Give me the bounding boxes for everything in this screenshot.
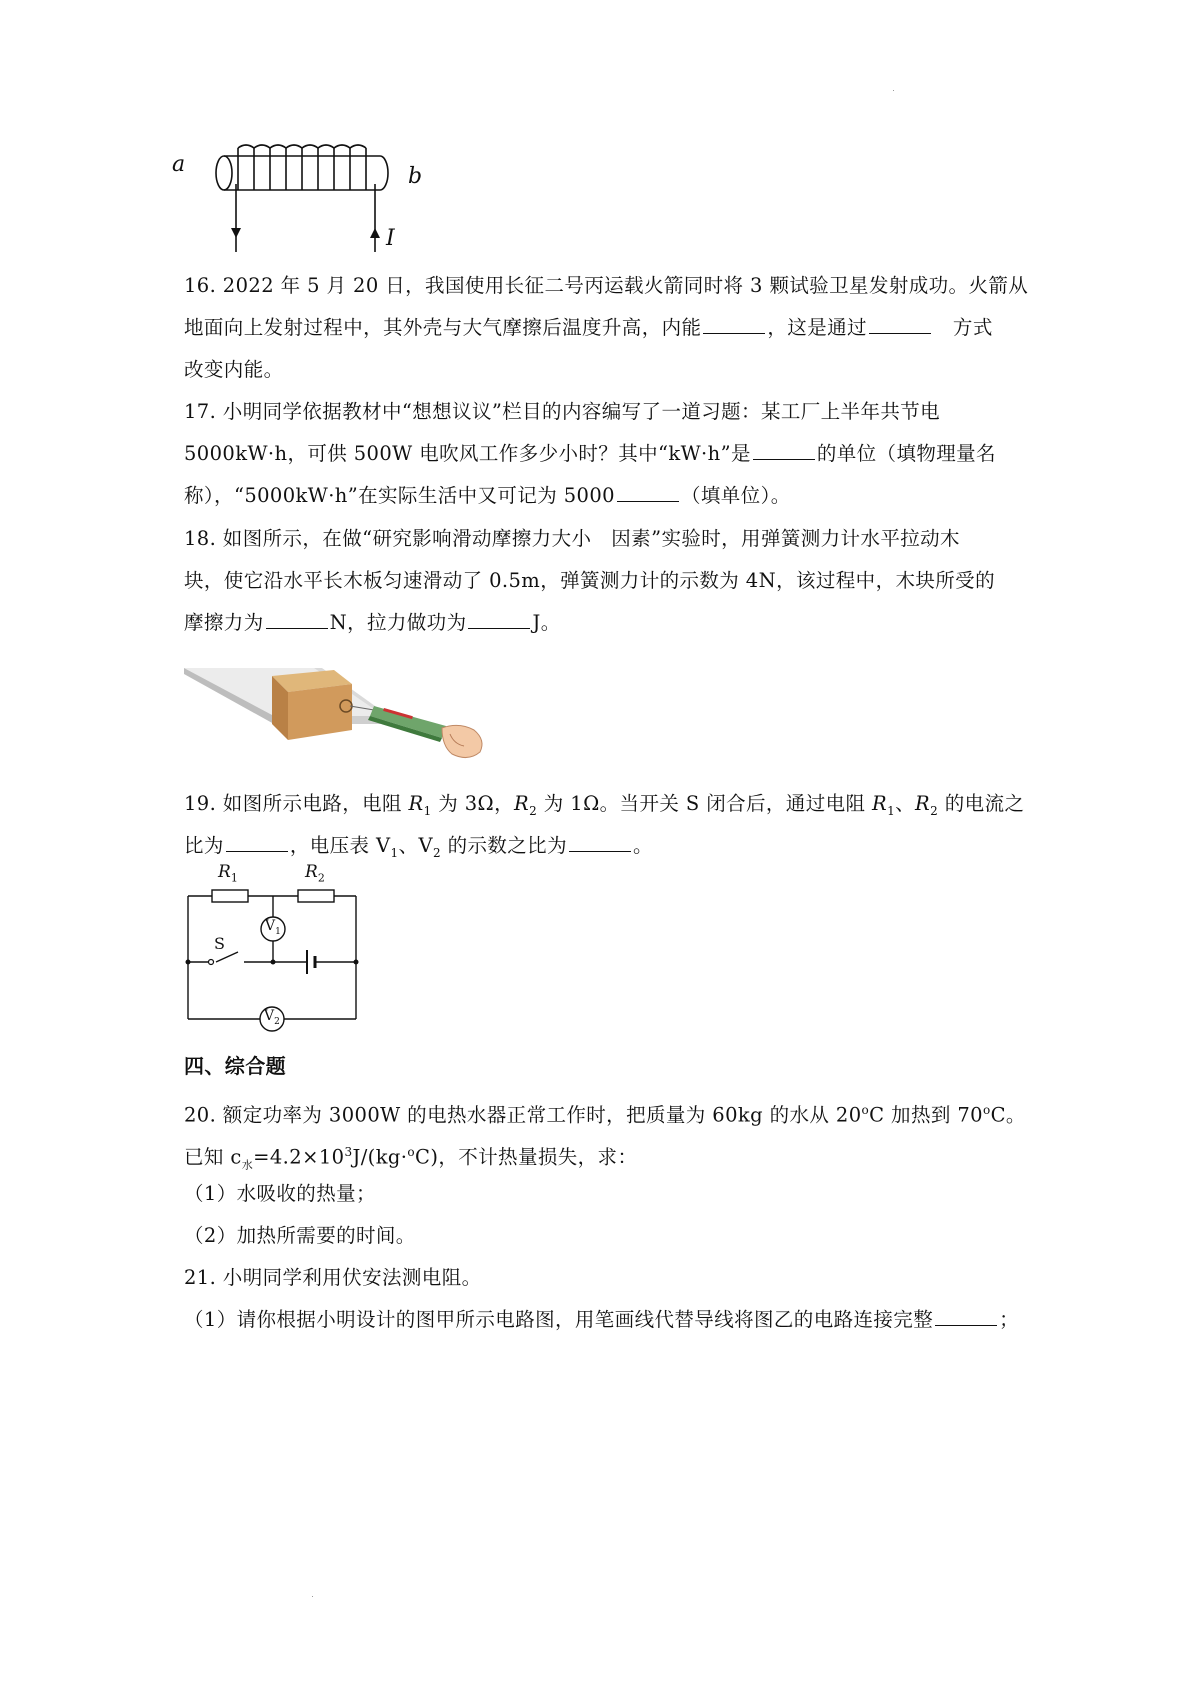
q20-line2: 已知 $c_水=4.2\times 10^3J/(kg\cdot^oC)$，不计热量损失，求： <box>184 1145 638 1172</box>
q17-blank-1[interactable] <box>753 440 815 460</box>
arrow-down-icon <box>231 228 241 238</box>
circuit-label-v2: $V_2$ <box>264 1008 280 1027</box>
q17-line3: 称），“5000kW·h”在实际生活中又可记为 5000 （填单位）。 <box>184 484 791 507</box>
q17-blank-2[interactable] <box>617 482 679 502</box>
q18-line3: 摩擦力为 N，拉力做功为 J。 <box>184 611 561 634</box>
block-on-board-illustration <box>184 648 494 773</box>
q21-line2: （1）请你根据小明设计的图甲所示电路图，用笔画线代替导线将图乙的电路连接完整 ； <box>184 1308 1020 1331</box>
artifact-dot <box>893 90 894 91</box>
q21-line1: 21. 小明同学利用伏安法测电阻。 <box>184 1266 482 1289</box>
figure-circuit <box>180 862 370 1041</box>
q16-blank-2[interactable] <box>869 314 931 334</box>
q20-sub1: （1）水吸收的热量； <box>184 1182 376 1205</box>
q18-blank-2[interactable] <box>468 609 530 629</box>
figure-friction-experiment <box>184 648 494 773</box>
q18-blank-1[interactable] <box>266 609 328 629</box>
q20-line1: 20. 额定功率为 3000W 的电热水器正常工作时，把质量为 60kg 的水从 20$^o$C 加热到 70$^o$C。 <box>184 1103 1026 1127</box>
q18-line2: 块，使它沿水平长木板匀速滑动了 0.5m，弹簧测力计的示数为 4N，该过程中，木块所受的 <box>184 569 995 592</box>
q21-blank-1[interactable] <box>935 1306 997 1326</box>
q16-line2: 地面向上发射过程中，其外壳与大气摩擦后温度升高，内能 ，这是通过 方式 <box>184 316 993 339</box>
circuit-label-r1: $R_1$ <box>218 862 238 885</box>
q17-line2: 5000kW·h，可供 500W 电吹风工作多少小时？其中“kW·h”是 的单位（填物理量名 <box>184 442 996 465</box>
q16-line1: 16. 2022 年 5 月 20 日，我国使用长征二号丙运载火箭同时将 3 颗试验卫星发射成功。火箭从 <box>184 274 1029 297</box>
q16-blank-1[interactable] <box>703 314 765 334</box>
q18-line1: 18. 如图所示，在做“研究影响滑动摩擦力大小 因素”实验时，用弹簧测力计水平拉动木 <box>184 527 960 550</box>
circuit-label-r2: $R_2$ <box>305 862 325 885</box>
label-b: b <box>408 164 423 189</box>
q17-line1: 17. 小明同学依据教材中“想想议议”栏目的内容编写了一道习题：某工厂上半年共节电 <box>184 400 941 423</box>
arrow-up-icon <box>370 228 380 238</box>
q19-line1: 19. 如图所示电路，电阻 $R_1$ 为 3Ω，$R_2$ 为 1Ω。当开关 S 闭合后，通过电阻 $R_1$、$R_2$ 的电流之 <box>184 792 1025 818</box>
label-a: a <box>172 152 186 177</box>
circuit-label-switch: S <box>214 934 225 953</box>
q19-line2: 比为 ，电压表 $V_1$、$V_2$ 的示数之比为 。 <box>184 834 653 860</box>
solenoid-diagram <box>180 140 423 265</box>
section-heading: 四、综合题 <box>184 1054 286 1078</box>
q19-blank-1[interactable] <box>226 832 288 852</box>
q19-blank-2[interactable] <box>569 832 631 852</box>
q20-sub2: （2）加热所需要的时间。 <box>184 1224 416 1247</box>
circuit-label-v1: $V_1$ <box>265 918 281 937</box>
artifact-dot <box>312 1596 313 1597</box>
figure-solenoid <box>172 140 423 265</box>
q16-line3: 改变内能。 <box>184 358 284 381</box>
label-current: I <box>386 226 395 251</box>
